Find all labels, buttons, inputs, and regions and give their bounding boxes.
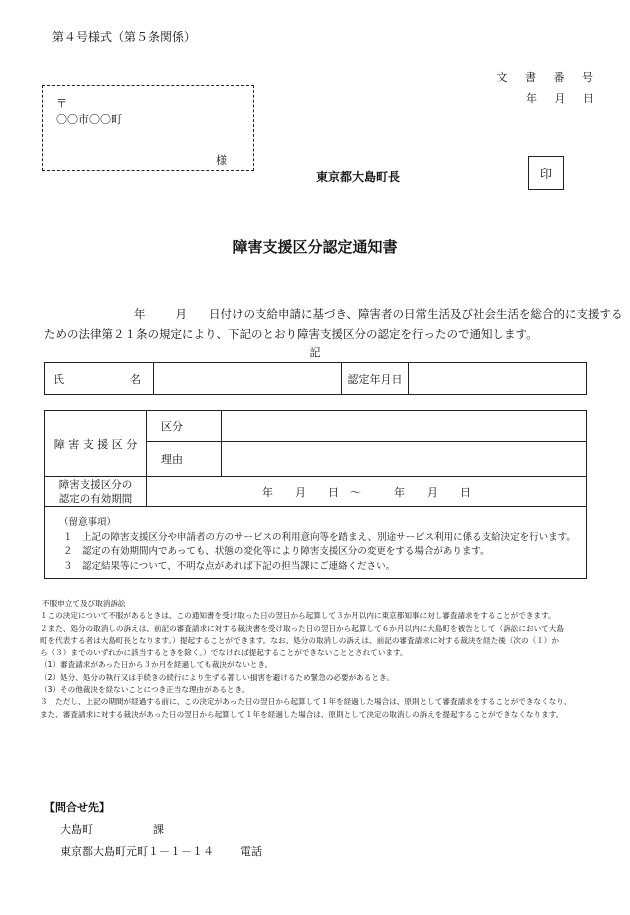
appeal-line: また、審査請求に対する裁決があった日の翌日から起算して１年を経過した場合は、原則として決定の取消しの訴えを提起することができなくなります。 (40, 709, 564, 719)
validity-period-label-2: 認定の有効期間 (58, 492, 133, 505)
kubun-value (222, 411, 587, 442)
appeal-heading: 不服申立て及び取消訴訟 (42, 599, 126, 608)
reason-label: 理由 (147, 442, 222, 477)
contact-address: 東京都大島町元町１－１－１４ (60, 845, 214, 858)
appeal-line: １この決定について不服があるときは、この通知書を受け取った日の翌日から起算して３か月以内に東京都知事に対し審査請求をすることができます。 (40, 611, 556, 621)
kubun-label: 区分 (147, 411, 222, 442)
issuer-name: 東京都大島町長 (316, 170, 401, 184)
document-number-label: 文 書 番 号 (496, 71, 594, 84)
body-month: 月 (175, 307, 187, 321)
appeal-line: ら（３）までのいずれかに該当するときを除く。）でなければ提起することができないこととされています。 (40, 648, 408, 658)
recipient-address: 〇〇市〇〇町 (56, 113, 122, 126)
appeal-line: ３ ただし、上記の期間が経過する前に、この決定があった日の翌日から起算して１年を経過した場合は、原則として審査請求をすることができなくなり、 (40, 697, 572, 707)
name-value (154, 363, 342, 395)
notes-box (44, 507, 587, 579)
appeal-line: ２また、処分の取消しの訴えは、前記の審査請求に対する裁決書を受け取った日の翌日から起算して６か月以内に大島町を被告として（訴訟において大島 (40, 623, 564, 633)
ki-mark: 記 (309, 346, 321, 359)
support-category-label: 障 害 支 援 区 分 (45, 411, 147, 477)
note-item: ３ 認定結果等について、不明な点があれば下記の担当課にご連絡ください。 (63, 560, 396, 572)
validity-period-label-1: 障害支援区分の (58, 478, 133, 491)
seal-label: 印 (539, 166, 552, 181)
body-line-1 (134, 306, 623, 322)
support-category-table (44, 410, 587, 507)
contact-section (44, 797, 262, 863)
validity-period-label (45, 477, 147, 507)
validity-period-value: 年 月 日 ～ 年 月 日 (147, 477, 587, 507)
document-title: 障害支援区分認定通知書 (232, 238, 398, 256)
document-date-label: 年 月 日 (526, 92, 594, 105)
contact-phone: 電話 (240, 845, 262, 858)
applicant-table (44, 362, 587, 395)
body-line-2: ための法律第２１条の規定により、下記のとおり障害支援区分の認定を行ったので通知します。 (44, 327, 538, 341)
body-line-1-text: 日付けの支給申請に基づき、障害者の日常生活及び社会生活を総合的に支援する (209, 307, 623, 321)
reason-value (222, 442, 587, 477)
notes-heading: （留意事項） (59, 517, 117, 528)
appeal-section (40, 598, 600, 721)
appeal-line: （1）審査請求があった日から３か月を経過しても裁決がないとき。 (40, 660, 273, 670)
contact-dept: 課 (153, 823, 164, 836)
appeal-line: 町を代表する者は大島町長となります。）提起することができます。なお、処分の取消しの訴えは、前記の審査請求に対する裁決を経た後（次の（１）か (40, 635, 559, 645)
contact-town: 大島町 (60, 823, 93, 836)
certification-date-value (409, 363, 587, 395)
recipient-honorific: 様 (216, 154, 227, 167)
postal-mark: 〒 (56, 97, 67, 110)
contact-department (44, 819, 262, 841)
note-item: ２ 認定の有効期間内であっても、状態の変化等により障害支援区分の変更をする場合があります。 (63, 546, 490, 557)
name-label: 氏 名 (45, 363, 154, 395)
contact-heading: 【問合せ先】 (44, 801, 110, 814)
body-year: 年 (134, 307, 146, 321)
appeal-line: （3）その他裁決を経ないことにつき正当な理由があるとき。 (40, 685, 250, 695)
contact-address-line (44, 841, 262, 863)
note-item: １ 上記の障害支援区分や申請者の方のサービスの利用意向等を踏まえ、別途サービス利用に係る支給決定を行います。 (63, 531, 576, 543)
certification-date-label: 認定年月日 (342, 363, 409, 395)
appeal-line: （2）処分、処分の執行又は手続きの続行により生ずる著しい損害を避けるため緊急の必要があるとき。 (40, 672, 394, 682)
seal-box (528, 156, 564, 190)
form-number: 第４号様式（第５条関係） (52, 30, 197, 44)
